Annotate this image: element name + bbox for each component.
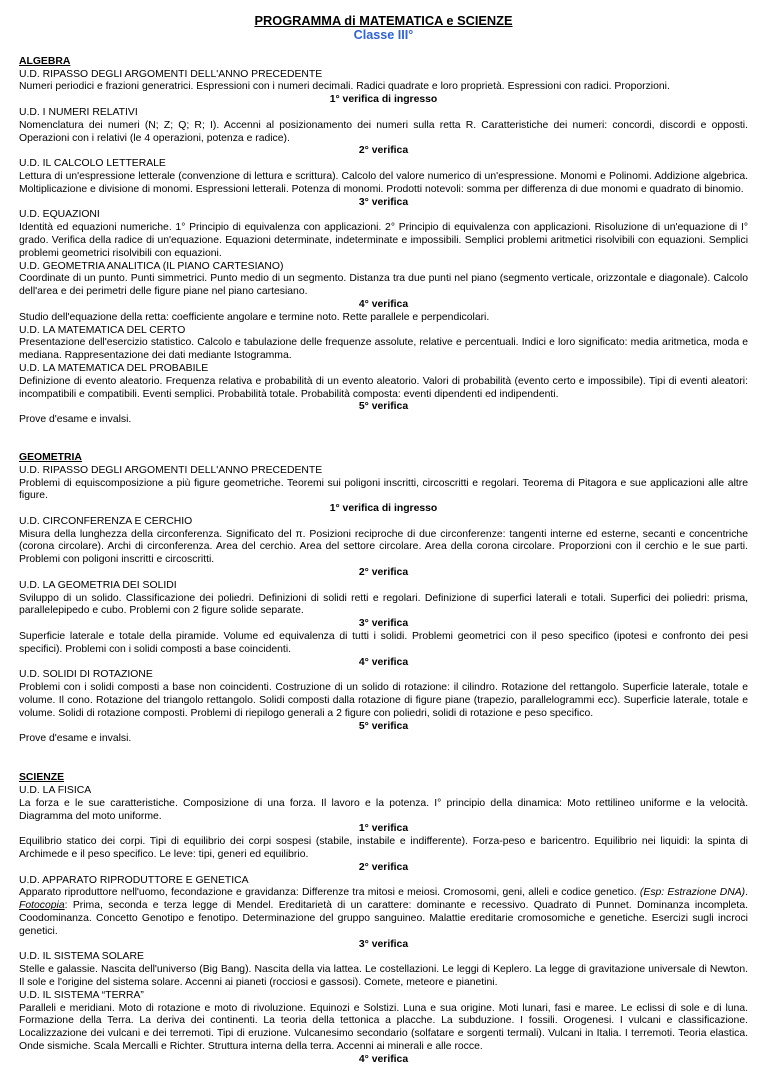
section-heading-scienze: SCIENZE [19, 772, 65, 784]
verification-label: 1° verifica [358, 823, 409, 835]
verification-label: 3° verifica [358, 196, 409, 208]
verification-label: 2° verifica [358, 861, 409, 873]
unit-heading: U.D. SOLIDI DI ROTAZIONE [19, 669, 153, 681]
verification-label: 4° verifica [358, 656, 409, 668]
unit-paragraph: Lettura di un'espressione letterale (convenzione di lettura e scrittura). Calcolo del valore numerico di un'espressione. Monomi e Polinomi. Addizione algebrica. Moltiplicazione e divisione di monomi. Espressioni letterali. Potenza di monomi. Prodotti notevoli: somma per differenza di due monomi e quadrato di binomio. [19, 170, 748, 195]
unit-heading: U.D. IL SISTEMA “TERRA” [19, 989, 144, 1001]
unit-paragraph: Equilibrio statico dei corpi. Tipi di equilibrio dei corpi sospesi (stabile, instabile e indifferente). Forza-peso e baricentro. Equilibrio nei liquidi: la spinta di Archimede e il peso specifico. Le leve: tipi, generi ed equilibrio. [19, 836, 748, 861]
exam-note: Prove d'esame e invalsi. [19, 414, 132, 426]
verification-label: 3° verifica [358, 618, 409, 630]
verification-label: 1° verifica di ingresso [329, 94, 438, 106]
unit-paragraph: Studio dell'equazione della retta: coefficiente angolare e termine noto. Rette parallele e perpendicolari. [19, 311, 490, 323]
unit-paragraph: Coordinate di un punto. Punti simmetrici. Punto medio di un segmento. Distanza tra due punti nel piano (segmento verticale, orizzontale e diagonale). Calcolo dell'area e dei perimetri delle figure piane nel piano cartesiano. [19, 273, 748, 298]
unit-paragraph: Sviluppo di un solido. Classificazione dei poliedri. Definizioni di solidi retti e regolari. Definizione di superfici laterali e totali. Superfici dei poliedri: prisma, parallelepipedo e cubo. Problemi con 2 figure solide separate. [19, 592, 748, 617]
verification-label: 3° verifica [358, 938, 409, 950]
unit-heading: U.D. CIRCONFERENZA E CERCHIO [19, 515, 193, 527]
page-title: PROGRAMMA di MATEMATICA e SCIENZE [254, 13, 513, 28]
scienze-section [19, 772, 748, 1066]
paragraph-text: Apparato riproduttore nell'uomo, fecondazione e gravidanza: Differenze tra mitosi e meiosi. Cromosomi, geni, alleli e codice genetico. [19, 887, 640, 899]
verification-label: 4° verifica [358, 1053, 409, 1065]
unit-heading: U.D. LA FISICA [19, 785, 92, 797]
unit-paragraph: Identità ed equazioni numeriche. 1° Principio di equivalenza con applicazioni. 2° Principio di equivalenza con applicazioni. Risoluzione di un'equazione di I° grado. Verifica della radice di un'equazione. Equazioni determinate, indeterminate e impossibili. Semplici problemi aritmetici risolvibili con equazioni. Semplici problemi geometrici risolvibili con equazioni. [19, 222, 748, 259]
unit-heading: U.D. I NUMERI RELATIVI [19, 106, 138, 118]
geometria-section [19, 452, 748, 746]
unit-paragraph: Superficie laterale e totale della piramide. Volume ed equivalenza di tutti i solidi. Problemi geometrici con il peso specifico (ipotesi e confronto dei pesi specifici). Problemi con i solidi composti a base coincidenti. [19, 631, 748, 655]
paragraph-text: . [745, 887, 749, 899]
unit-paragraph: Stelle e galassie. Nascita dell'universo (Big Bang). Nascita della via lattea. Le costellazioni. Le leggi di Keplero. La legge di gravitazione universale di Newton. Il sole e l'origine del sistema solare. Accenni ai pianeti (rocciosi e gassosi). Comete, meteore e pianetini. [19, 964, 748, 988]
experiment-note: (Esp: Estrazione DNA) [639, 887, 746, 899]
spacer [19, 427, 748, 452]
unit-paragraph: Problemi con i solidi composti a base non coincidenti. Costruzione di un solido di rotazione: il cilindro. Rotazione del rettangolo. Superficie laterale, totale e volume. Il cono. Rotazione del triangolo rettangolo. Solidi composti dalla rotazione di figure piane (trapezio, parallelogrammi ecc). Superficie laterale, totale e volume. Solidi di rotazione composti. Problemi di riepilogo generali a 2 figure con poliedri, solidi di rotazione e peso specifico. [19, 682, 748, 719]
spacer [19, 43, 748, 56]
unit-heading: U.D. IL SISTEMA SOLARE [19, 951, 144, 963]
verification-label: 5° verifica [358, 401, 409, 413]
paragraph-text: : Prima, seconda e terza legge di Mendel. Ereditarietà di un carattere: dominante e recessivo. Quadrato di Punnet. Dominanza incompleta. Coodominanza. Concetto Genotipo e fenotipo. Determinazione del gruppo sanguineo. Malattie ereditarie cromosomiche e genetiche. Esercizi sugli incroci genetici. [19, 900, 748, 937]
unit-heading: U.D. RIPASSO DEGLI ARGOMENTI DELL'ANNO PRECEDENTE [19, 464, 323, 476]
unit-paragraph: Presentazione dell'esercizio statistico. Calcolo e tabulazione delle frequenze assolute, relative e percentuali. Indici e loro significato: media aritmetica, moda e mediana. Rappresentazione dei dati mediante Istogramma. [19, 337, 748, 362]
verification-label: 4° verifica [358, 298, 409, 310]
unit-heading: U.D. LA MATEMATICA DEL PROBABILE [19, 362, 209, 374]
unit-paragraph [19, 887, 748, 938]
unit-heading: U.D. RIPASSO DEGLI ARGOMENTI DELL'ANNO PRECEDENTE [19, 68, 323, 80]
spacer [19, 746, 748, 772]
section-heading-geometria: GEOMETRIA [19, 451, 82, 463]
verification-label: 2° verifica [358, 567, 409, 579]
unit-heading: U.D. GEOMETRIA ANALITICA (IL PIANO CARTESIANO) [19, 260, 284, 272]
unit-paragraph: Misura della lunghezza della circonferenza. Significato del π. Posizioni reciproche di due circonferenze: tangenti interne ed esterne, secanti e concentriche (corona circolare). Archi di circonferenza. Area del cerchio. Area del settore circolare. Area della corona circolare. Proporzioni con il cerchio e le sue parti. Problemi con poligoni inscritti e circoscritti. [19, 528, 748, 566]
verification-label: 2° verifica [358, 145, 409, 157]
exam-note: Prove d'esame e invalsi. [19, 733, 132, 745]
verification-label: 1° verifica di ingresso [329, 503, 438, 515]
unit-heading: U.D. IL CALCOLO LETTERALE [19, 158, 166, 170]
unit-heading: U.D. APPARATO RIPRODUTTORE E GENETICA [19, 874, 249, 886]
unit-paragraph: La forza e le sue caratteristiche. Composizione di una forza. Il lavoro e la potenza. I° principio della dinamica: Moto rettilineo uniforme e la velocità. Diagramma del moto uniforme. [19, 797, 748, 822]
unit-heading: U.D. EQUAZIONI [19, 209, 100, 221]
unit-paragraph: Problemi di equiscomposizione a più figure geometriche. Teoremi sui poligoni inscritti, circoscritti e regolari. Teorema di Pitagora e sue applicazioni alle altre figure. [19, 477, 748, 502]
photocopy-label: Fotocopia [19, 900, 65, 912]
algebra-section [19, 56, 748, 427]
class-subtitle: Classe III° [353, 28, 414, 42]
unit-paragraph: Numeri periodici e frazioni generatrici. Espressioni con i numeri decimali. Radici quadrate e loro proprietà. Espressioni con radici. Proporzioni. [19, 81, 670, 93]
unit-paragraph: Nomenclatura dei numeri (N; Z; Q; R; I). Accenni al posizionamento dei numeri sulla retta R. Caratteristiche dei numeri: concordi, discordi e opposti. Operazioni con i relativi (le 4 operazioni, potenza e radice). [19, 119, 748, 144]
unit-paragraph: Definizione di evento aleatorio. Frequenza relativa e probabilità di un evento aleatorio. Valori di probabilità (evento certo e impossibile). Tipi di eventi aleatori: incompatibili e compatibili. Eventi semplici. Probabilità totale. Probabilità composta: eventi dipendenti ed indipendenti. [19, 375, 748, 400]
section-heading-algebra: ALGEBRA [19, 55, 71, 67]
unit-paragraph: Paralleli e meridiani. Moto di rotazione e moto di rivoluzione. Equinozi e Solstizi. Luna e sua origine. Moti lunari, fasi e maree. Le eclissi di sole e di luna. Formazione della Terra. La deriva dei continenti. La teoria della tettonica a placche. La subduzione. I fossili. Orogenesi. I vulcani e classificazione. Localizzazione dei vulcani e dei terremoti. Tipi di eruzione. Vulcanesimo secondario (solfatare e sorgenti termali). Vulcani in Italia. I terremoti. Teoria elastica. Onde sismiche. Scala Mercalli e Richter. Struttura interna della terra. Accenni ai minerali e alle rocce. [19, 1002, 748, 1052]
verification-label: 5° verifica [358, 720, 409, 732]
unit-heading: U.D. LA GEOMETRIA DEI SOLIDI [19, 579, 177, 591]
unit-heading: U.D. LA MATEMATICA DEL CERTO [19, 324, 186, 336]
